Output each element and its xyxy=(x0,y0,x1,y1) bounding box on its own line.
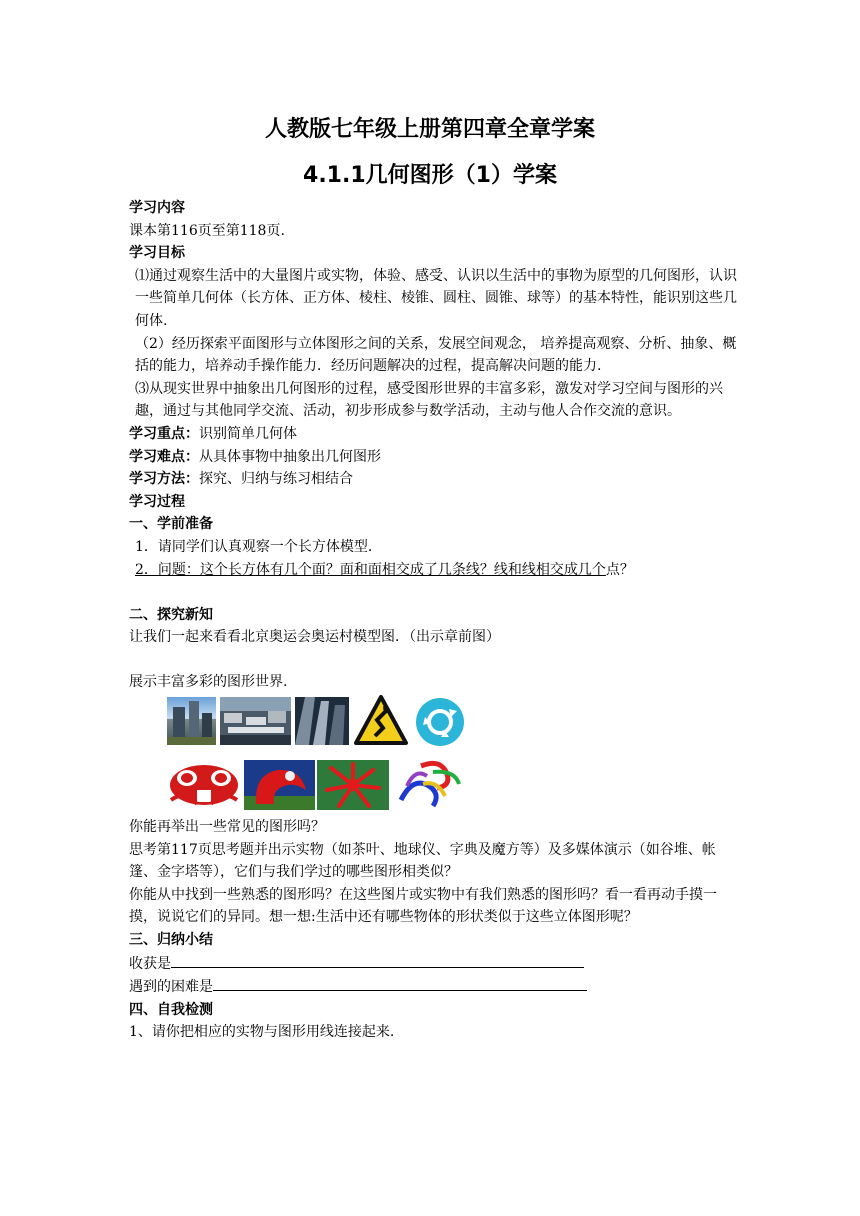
industrial-pipes-photo xyxy=(220,697,291,745)
section-heading-goals: 学习目标 xyxy=(129,245,185,262)
section-1-item-2-underlined: 2．问题：这个长方体有几个面？面和面相交成了几条线？线和线相交成几个 xyxy=(135,561,606,578)
section-1-item-2-rest: 点？ xyxy=(605,561,634,578)
lesson-title: 4.1.1几何图形（1）学案 xyxy=(303,163,557,188)
section-2-para-3: 你能再举出一些常见的图形吗？ xyxy=(129,819,325,836)
key-point xyxy=(129,423,739,446)
gain-blank[interactable] xyxy=(171,952,584,968)
content-text: 课本第116页至第118页. xyxy=(129,222,285,239)
difficult-point-label: 学习难点： xyxy=(129,448,199,465)
key-point-text: 识别简单几何体 xyxy=(199,425,297,442)
roundabout-sign-icon xyxy=(415,697,465,747)
red-sculpture-photo xyxy=(244,760,315,810)
section-2-para-2: 展示丰富多彩的图形世界. xyxy=(129,674,288,691)
difficult-point-text: 从具体事物中抽象出几何图形 xyxy=(199,448,381,465)
difficulty-line xyxy=(129,975,739,999)
section-4-heading: 四、自我检测 xyxy=(129,1001,213,1018)
study-method-text: 探究、归纳与练习相结合 xyxy=(199,471,353,488)
study-method xyxy=(129,468,739,491)
section-4-item-1: 1、请你把相应的实物与图形用线连接起来. xyxy=(129,1024,395,1041)
red-starfish-photo xyxy=(317,760,389,810)
section-2-heading: 二、探究新知 xyxy=(129,606,213,623)
section-2-para-4: 思考第117页思考题并出示实物（如茶叶、地球仪、字典及魔方等）及多媒体演示（如谷堆、帐篷、金字塔等），它们与我们学过的哪些图形相类似？ xyxy=(129,841,716,881)
section-1-heading: 一、学前准备 xyxy=(129,516,213,533)
study-method-label: 学习方法： xyxy=(129,471,199,488)
gain-line xyxy=(129,952,739,976)
section-2-para-5: 你能从中找到一些熟悉的图形吗？在这些图片或实物中有我们熟悉的图形吗？看一看再动手摸一摸，说说它们的异同。想一想:生活中还有哪些物体的形状类似于这些立体图形呢？ xyxy=(129,886,717,926)
section-2-para-1: 让我们一起来看看北京奥运会奥运村模型图．（出示章前图） xyxy=(129,629,500,646)
section-3-heading: 三、归纳小结 xyxy=(129,932,213,949)
skyscrapers-photo xyxy=(295,697,349,745)
city-buildings-photo xyxy=(167,697,216,745)
gain-label: 收获是 xyxy=(129,955,171,972)
section-1-item-1: 1．请同学们认真观察一个长方体模型. xyxy=(135,538,373,555)
colorful-emblem-image xyxy=(393,756,465,812)
image-gallery xyxy=(167,694,739,816)
goal-3: ⑶从现实世界中抽象出几何图形的过程，感受图形世界的丰富多彩，激发对学习空间与图形的兴趣，通过与其他同学交流、活动，初步形成参与数学活动，主动与他人合作交流的意识。 xyxy=(135,380,723,420)
goal-2: （2）经历探索平面图形与立体图形之间的关系，发展空间观念， 培养提高观察、分析、抽象、概括的能力，培养动手操作能力．经历问题解决的过程，提高解决问题的能力. xyxy=(135,335,737,375)
section-1-item-2 xyxy=(129,559,739,582)
warning-sign-icon xyxy=(353,694,409,746)
document-title: 人教版七年级上册第四章全章学案 xyxy=(264,117,595,142)
red-paper-cutting-image xyxy=(167,760,241,810)
goal-1: ⑴通过观察生活中的大量图片或实物，体验、感受、认识以生活中的事物为原型的几何图形，认识一些简单几何体（长方体、正方体、棱柱、棱锥、圆柱、圆锥、球等）的基本特性，能识别这些几何体. xyxy=(135,267,737,329)
difficulty-blank[interactable] xyxy=(213,975,587,991)
key-point-label: 学习重点： xyxy=(129,425,199,442)
difficulty-label: 遇到的困难是 xyxy=(129,979,213,996)
difficult-point xyxy=(129,446,739,469)
document-body xyxy=(129,197,739,1044)
section-heading-process: 学习过程 xyxy=(129,493,185,510)
section-heading-content: 学习内容 xyxy=(129,200,185,216)
